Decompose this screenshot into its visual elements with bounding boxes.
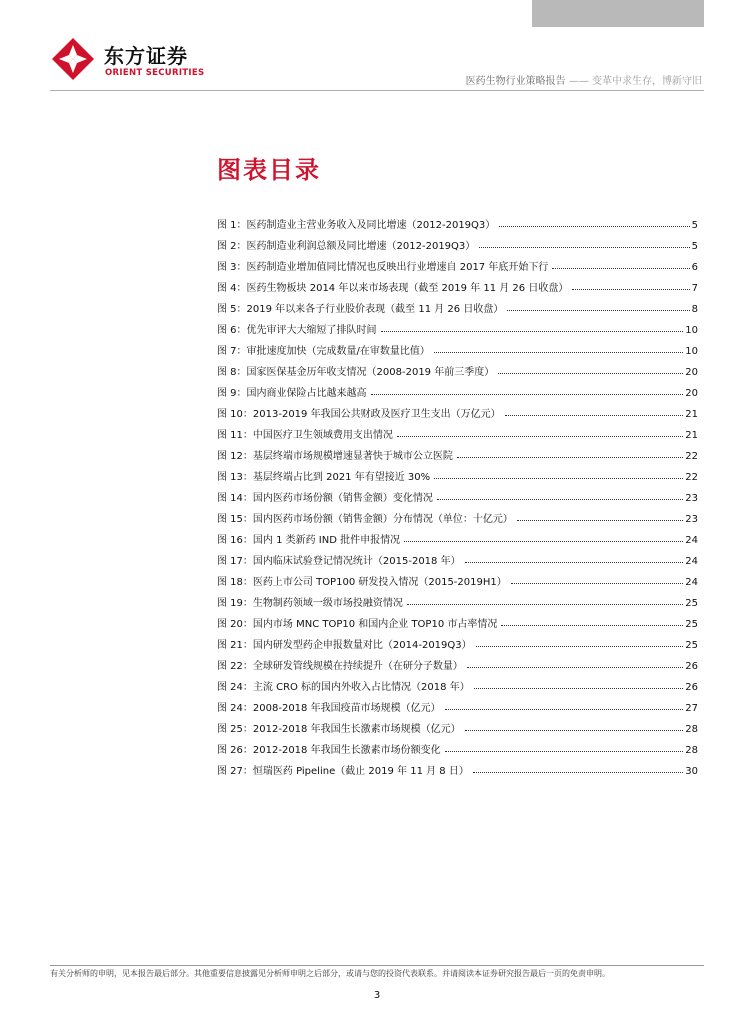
toc-entry[interactable] xyxy=(217,756,698,777)
logo-mark-icon xyxy=(50,36,96,82)
toc-entry-page[interactable]: 10 xyxy=(685,346,698,357)
toc-entry-page[interactable]: 21 xyxy=(685,430,698,441)
toc-dot-leader xyxy=(476,646,684,647)
toc-dot-leader xyxy=(517,520,683,521)
toc-dot-leader xyxy=(381,331,684,332)
toc-entry-label[interactable]: 图 5：2019 年以来各子行业股价表现（截至 11 月 26 日收盘） xyxy=(217,304,504,315)
toc-entry[interactable] xyxy=(217,693,698,714)
toc-entry-page[interactable]: 27 xyxy=(685,703,698,714)
toc-entry[interactable] xyxy=(217,399,698,420)
toc-entry[interactable] xyxy=(217,378,698,399)
toc-list xyxy=(217,210,698,777)
toc-entry-label[interactable]: 图 9：国内商业保险占比越来越高 xyxy=(217,388,367,399)
toc-dot-leader xyxy=(505,415,684,416)
footer-disclaimer: 有关分析师的申明，见本报告最后部分。其他重要信息披露见分析师申明之后部分，或请与您的投资代表联系。并请阅读本证券研究报告最后一页的免责申明。 xyxy=(50,969,610,978)
toc-dot-leader xyxy=(465,562,684,563)
toc-entry-page[interactable]: 20 xyxy=(685,367,698,378)
toc-entry-label[interactable]: 图 22：全球研发管线规模在持续提升（在研分子数量） xyxy=(217,661,463,672)
toc-entry-page[interactable]: 10 xyxy=(685,325,698,336)
toc-dot-leader xyxy=(572,289,689,290)
toc-entry[interactable] xyxy=(217,483,698,504)
toc-entry-label[interactable]: 图 3：医药制造业增加值同比情况也反映出行业增速自 2017 年底开始下行 xyxy=(217,262,549,273)
toc-entry-label[interactable]: 图 13：基层终端占比到 2021 年有望接近 30% xyxy=(217,472,431,483)
toc-entry-label[interactable]: 图 18：医药上市公司 TOP100 研发投入情况（2015-2019H1） xyxy=(217,577,507,588)
toc-dot-leader xyxy=(465,730,684,731)
toc-dot-leader xyxy=(479,247,689,248)
toc-entry-label[interactable]: 图 21：国内研发型药企申报数量对比（2014-2019Q3） xyxy=(217,640,472,651)
toc-entry-page[interactable]: 22 xyxy=(685,451,698,462)
toc-entry-label[interactable]: 图 24：主流 CRO 标的国内外收入占比情况（2018 年） xyxy=(217,682,470,693)
toc-dot-leader xyxy=(457,457,683,458)
toc-entry-page[interactable]: 23 xyxy=(685,493,698,504)
toc-entry-page[interactable]: 6 xyxy=(691,262,698,273)
toc-entry-label[interactable]: 图 2：医药制造业利润总额及同比增速（2012-2019Q3） xyxy=(217,241,476,252)
toc-entry-label[interactable]: 图 16：国内 1 类新药 IND 批件申报情况 xyxy=(217,535,401,546)
toc-entry-label[interactable]: 图 8：国家医保基金历年收支情况（2008-2019 年前三季度） xyxy=(217,367,495,378)
toc-dot-leader xyxy=(445,709,684,710)
toc-entry[interactable] xyxy=(217,252,698,273)
toc-dot-leader xyxy=(434,352,683,353)
toc-entry[interactable] xyxy=(217,294,698,315)
toc-entry-page[interactable]: 25 xyxy=(685,619,698,630)
toc-entry[interactable] xyxy=(217,525,698,546)
toc-entry-page[interactable]: 30 xyxy=(685,766,698,777)
toc-entry-label[interactable]: 图 27：恒瑞医药 Pipeline（截止 2019 年 11 月 8 日） xyxy=(217,766,469,777)
header-grey-bar xyxy=(532,0,704,27)
toc-entry-page[interactable]: 26 xyxy=(685,682,698,693)
toc-dot-leader xyxy=(511,583,684,584)
toc-entry-page[interactable]: 25 xyxy=(685,640,698,651)
toc-dot-leader xyxy=(473,772,683,773)
toc-entry[interactable] xyxy=(217,588,698,609)
toc-entry-page[interactable]: 23 xyxy=(685,514,698,525)
toc-entry-page[interactable]: 24 xyxy=(685,577,698,588)
header-divider xyxy=(50,90,704,91)
toc-entry[interactable] xyxy=(217,462,698,483)
toc-entry-label[interactable]: 图 1：医药制造业主营业务收入及同比增速（2012-2019Q3） xyxy=(217,220,496,231)
toc-entry-label[interactable]: 图 12：基层终端市场规模增速显著快于城市公立医院 xyxy=(217,451,453,462)
toc-entry-label[interactable]: 图 14：国内医药市场份额（销售金额）变化情况 xyxy=(217,493,433,504)
toc-entry-page[interactable]: 25 xyxy=(685,598,698,609)
toc-dot-leader xyxy=(467,667,683,668)
toc-entry-label[interactable]: 图 19：生物制药领域一级市场投融资情况 xyxy=(217,598,403,609)
toc-entry[interactable] xyxy=(217,210,698,231)
toc-entry-page[interactable]: 8 xyxy=(691,304,698,315)
toc-entry-page[interactable]: 28 xyxy=(685,724,698,735)
toc-dot-leader xyxy=(501,625,683,626)
toc-dot-leader xyxy=(474,688,684,689)
toc-entry-page[interactable]: 24 xyxy=(685,556,698,567)
toc-title: 图表目录 xyxy=(217,156,321,184)
header-separator: —— xyxy=(565,76,592,87)
toc-entry[interactable] xyxy=(217,672,698,693)
toc-dot-leader xyxy=(371,394,684,395)
toc-entry-label[interactable]: 图 20：国内市场 MNC TOP10 和国内企业 TOP10 市占率情况 xyxy=(217,619,498,630)
toc-entry-page[interactable]: 21 xyxy=(685,409,698,420)
toc-entry-label[interactable]: 图 15：国内医药市场份额（销售金额）分布情况（单位：十亿元） xyxy=(217,514,513,525)
toc-entry-label[interactable]: 图 17：国内临床试验登记情况统计（2015-2018 年） xyxy=(217,556,461,567)
toc-entry[interactable] xyxy=(217,714,698,735)
report-subtitle: 变革中求生存，博新守旧 xyxy=(592,76,702,87)
toc-entry-page[interactable]: 28 xyxy=(685,745,698,756)
toc-entry[interactable] xyxy=(217,336,698,357)
toc-entry-label[interactable]: 图 24：2008-2018 年我国疫苗市场规模（亿元） xyxy=(217,703,441,714)
toc-dot-leader xyxy=(437,499,683,500)
toc-entry[interactable] xyxy=(217,651,698,672)
toc-dot-leader xyxy=(407,604,683,605)
footer-divider xyxy=(50,965,704,966)
toc-entry-page[interactable]: 20 xyxy=(685,388,698,399)
logo-chinese-name: 东方证券 xyxy=(104,44,188,68)
toc-entry-page[interactable]: 7 xyxy=(691,283,698,294)
toc-entry[interactable] xyxy=(217,630,698,651)
logo-english-name: ORIENT SECURITIES xyxy=(105,68,205,78)
toc-dot-leader xyxy=(552,268,689,269)
toc-entry-label[interactable]: 图 11：中国医疗卫生领域费用支出情况 xyxy=(217,430,393,441)
toc-entry[interactable] xyxy=(217,420,698,441)
toc-dot-leader xyxy=(507,310,689,311)
toc-entry-label[interactable]: 图 25：2012-2018 年我国生长激素市场规模（亿元） xyxy=(217,724,461,735)
toc-entry-label[interactable]: 图 10：2013-2019 年我国公共财政及医疗卫生支出（万亿元） xyxy=(217,409,501,420)
toc-dot-leader xyxy=(397,436,683,437)
toc-entry[interactable] xyxy=(217,315,698,336)
toc-dot-leader xyxy=(499,226,689,227)
toc-entry[interactable] xyxy=(217,504,698,525)
toc-entry[interactable] xyxy=(217,609,698,630)
toc-dot-leader xyxy=(404,541,683,542)
report-title: 医药生物行业策略报告 xyxy=(465,76,566,87)
toc-entry-page[interactable]: 24 xyxy=(685,535,698,546)
toc-entry[interactable] xyxy=(217,231,698,252)
toc-entry[interactable] xyxy=(217,735,698,756)
toc-entry-page[interactable]: 5 xyxy=(691,220,698,231)
toc-dot-leader xyxy=(445,751,684,752)
toc-entry-label[interactable]: 图 6：优先审评大大缩短了排队时间 xyxy=(217,325,377,336)
report-header xyxy=(466,72,702,87)
toc-entry-label[interactable]: 图 26：2012-2018 年我国生长激素市场份额变化 xyxy=(217,745,441,756)
toc-entry-label[interactable]: 图 7：审批速度加快（完成数量/在审数量比值） xyxy=(217,346,430,357)
toc-entry[interactable] xyxy=(217,357,698,378)
toc-entry[interactable] xyxy=(217,273,698,294)
company-logo xyxy=(50,36,220,84)
toc-dot-leader xyxy=(498,373,683,374)
toc-entry-label[interactable]: 图 4：医药生物板块 2014 年以来市场表现（截至 2019 年 11 月 26 日收盘） xyxy=(217,283,569,294)
toc-entry[interactable] xyxy=(217,567,698,588)
toc-dot-leader xyxy=(434,478,683,479)
toc-entry[interactable] xyxy=(217,546,698,567)
toc-entry-page[interactable]: 22 xyxy=(685,472,698,483)
toc-entry-page[interactable]: 5 xyxy=(691,241,698,252)
toc-entry[interactable] xyxy=(217,441,698,462)
page-number: 3 xyxy=(373,990,381,1001)
toc-entry-page[interactable]: 26 xyxy=(685,661,698,672)
